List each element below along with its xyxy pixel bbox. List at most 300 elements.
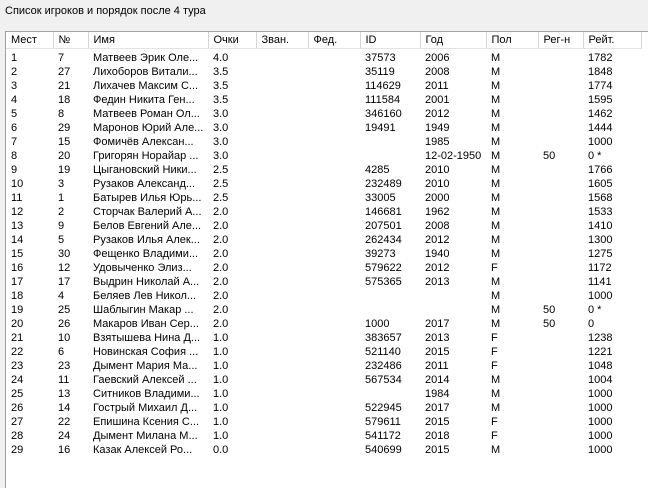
cell-federation — [308, 205, 360, 219]
cell-name: Гострый Михаил Д... — [93, 402, 198, 414]
table-row[interactable] — [6, 289, 641, 303]
cell-sex: M — [491, 66, 501, 78]
cell-year: 2012 — [425, 262, 450, 274]
cell-number: 17 — [58, 276, 71, 288]
table-row[interactable] — [6, 247, 641, 261]
table-row[interactable] — [6, 121, 641, 135]
cell-place: 12 — [11, 206, 24, 218]
cell-federation — [308, 401, 360, 415]
cell-name: Казак Алексей Ро... — [93, 444, 193, 456]
table-row[interactable] — [6, 401, 641, 415]
cell-number: 26 — [58, 318, 71, 330]
cell-place: 27 — [11, 416, 24, 428]
cell-points: 2.0 — [213, 290, 229, 302]
cell-rating: 1774 — [588, 80, 613, 92]
cell-sex: M — [491, 206, 501, 218]
cell-rating: 1410 — [588, 220, 613, 232]
cell-title — [256, 93, 308, 107]
cell-rating: 1000 — [588, 136, 613, 148]
cell-federation — [308, 331, 360, 345]
cell-region — [538, 163, 583, 177]
cell-id: 232486 — [365, 360, 402, 372]
cell-sex: F — [491, 430, 498, 442]
cell-id — [360, 303, 420, 317]
cell-title — [256, 331, 308, 345]
cell-region — [538, 65, 583, 79]
cell-place: 24 — [11, 374, 24, 386]
cell-rating: 1238 — [588, 332, 613, 344]
cell-points: 1.0 — [213, 402, 229, 414]
table-row[interactable] — [6, 49, 641, 66]
cell-name: Взятышева Нина Д... — [93, 332, 201, 344]
cell-region — [538, 233, 583, 247]
cell-title — [256, 345, 308, 359]
cell-place: 19 — [11, 304, 24, 316]
cell-id: 346160 — [365, 108, 402, 120]
cell-points: 0.0 — [213, 444, 229, 456]
cell-sex: M — [491, 192, 501, 204]
cell-id: 579622 — [365, 262, 402, 274]
window-title: Список игроков и порядок после 4 тура — [5, 5, 206, 17]
cell-title — [256, 261, 308, 275]
cell-id: 111584 — [365, 94, 401, 106]
column-header-name[interactable]: Имя — [88, 32, 208, 49]
cell-name: Дымент Милана М... — [93, 430, 198, 442]
column-header-title[interactable]: Зван. — [256, 32, 308, 49]
cell-federation — [308, 387, 360, 401]
cell-region — [538, 359, 583, 373]
cell-number: 22 — [58, 416, 71, 428]
cell-federation — [308, 49, 360, 66]
cell-sex: M — [491, 52, 501, 64]
table-row[interactable] — [6, 107, 641, 121]
cell-sex: M — [491, 178, 501, 190]
cell-title — [256, 317, 308, 331]
cell-rating: 1221 — [588, 346, 613, 358]
cell-rating: 1275 — [588, 248, 613, 260]
cell-title — [256, 233, 308, 247]
cell-year: 2018 — [425, 430, 450, 442]
cell-sex: F — [491, 360, 498, 372]
cell-rating: 1000 — [588, 444, 613, 456]
cell-id: 4285 — [365, 164, 390, 176]
table-row[interactable] — [6, 387, 641, 401]
cell-id: 232489 — [365, 178, 402, 190]
cell-place: 8 — [11, 150, 18, 162]
cell-points: 2.5 — [213, 164, 229, 176]
cell-sex: M — [491, 234, 501, 246]
cell-region — [538, 275, 583, 289]
cell-title — [256, 247, 308, 261]
table-row[interactable] — [6, 177, 641, 191]
cell-id: 541172 — [365, 430, 401, 442]
cell-number: 3 — [58, 178, 65, 190]
cell-name: Сторчак Валерий А... — [93, 206, 202, 218]
cell-rating: 0 * — [588, 150, 602, 162]
cell-title — [256, 359, 308, 373]
cell-region — [538, 93, 583, 107]
table-row[interactable] — [6, 443, 641, 457]
cell-id: 114629 — [365, 80, 401, 92]
cell-sex: M — [491, 248, 501, 260]
cell-name: Дымент Мария Ма... — [93, 360, 198, 372]
cell-region — [538, 387, 583, 401]
cell-federation — [308, 359, 360, 373]
cell-sex: M — [491, 374, 501, 386]
cell-federation — [308, 373, 360, 387]
cell-year: 2015 — [425, 444, 450, 456]
cell-place: 3 — [11, 80, 18, 92]
cell-name: Новинская София ... — [93, 346, 199, 358]
cell-region — [538, 331, 583, 345]
cell-sex: M — [491, 164, 501, 176]
cell-place: 23 — [11, 360, 24, 372]
cell-rating: 1172 — [588, 262, 612, 274]
cell-region — [538, 373, 583, 387]
cell-name: Маронов Юрий Але... — [93, 122, 204, 134]
cell-name: Ситников Владими... — [93, 388, 200, 400]
cell-title — [256, 415, 308, 429]
cell-title — [256, 65, 308, 79]
table-row[interactable] — [6, 275, 641, 289]
cell-year: 2011 — [425, 80, 449, 92]
table-row[interactable] — [6, 317, 641, 331]
cell-points: 3.0 — [213, 122, 229, 134]
cell-federation — [308, 79, 360, 93]
cell-place: 20 — [11, 318, 24, 330]
cell-number: 27 — [58, 66, 71, 78]
cell-points: 2.0 — [213, 304, 229, 316]
cell-name: Белов Евгений Але... — [93, 220, 202, 232]
players-list[interactable] — [5, 31, 648, 488]
cell-id: 540699 — [365, 444, 402, 456]
cell-year: 2010 — [425, 164, 450, 176]
table-row[interactable] — [6, 373, 641, 387]
cell-year: 2012 — [425, 234, 450, 246]
cell-points: 1.0 — [213, 374, 229, 386]
cell-id: 579611 — [365, 416, 401, 428]
cell-rating: 1848 — [588, 66, 613, 78]
cell-id — [360, 149, 420, 163]
cell-id: 37573 — [365, 52, 396, 64]
table-row[interactable] — [6, 135, 641, 149]
cell-number: 16 — [58, 444, 71, 456]
cell-name: Лихоборов Витали... — [93, 66, 198, 78]
cell-place: 29 — [11, 444, 24, 456]
cell-rating: 1766 — [588, 164, 613, 176]
cell-name: Федин Никита Ген... — [93, 94, 195, 106]
cell-year: 2013 — [425, 332, 450, 344]
cell-place: 25 — [11, 388, 24, 400]
cell-federation — [308, 345, 360, 359]
cell-place: 10 — [11, 178, 24, 190]
cell-sex: M — [491, 318, 501, 330]
cell-points: 2.0 — [213, 220, 229, 232]
cell-year: 1940 — [425, 248, 450, 260]
column-header-rating[interactable]: Рейт. — [583, 32, 641, 49]
cell-federation — [308, 219, 360, 233]
cell-name: Гаевский Алексей ... — [93, 374, 197, 386]
cell-year: 1949 — [425, 122, 450, 134]
cell-federation — [308, 177, 360, 191]
cell-points: 2.0 — [213, 248, 229, 260]
cell-points: 1.0 — [213, 388, 229, 400]
cell-year: 2001 — [425, 94, 450, 106]
cell-title — [256, 149, 308, 163]
cell-name: Фомичёв Алексан... — [93, 136, 194, 148]
table-row[interactable] — [6, 429, 641, 443]
table-row[interactable] — [6, 331, 641, 345]
cell-rating: 1004 — [588, 374, 613, 386]
cell-title — [256, 275, 308, 289]
cell-title — [256, 163, 308, 177]
column-header-year[interactable]: Год — [420, 32, 486, 49]
table-row[interactable] — [6, 303, 641, 317]
cell-year: 2017 — [425, 402, 450, 414]
cell-points: 1.0 — [213, 332, 229, 344]
cell-number: 30 — [58, 248, 71, 260]
table-row[interactable] — [6, 149, 641, 163]
cell-title — [256, 219, 308, 233]
cell-year: 1962 — [425, 206, 450, 218]
cell-region — [538, 205, 583, 219]
cell-number: 19 — [58, 164, 71, 176]
cell-place: 13 — [11, 220, 24, 232]
cell-rating: 1533 — [588, 206, 613, 218]
cell-rating: 1000 — [588, 416, 613, 428]
cell-federation — [308, 191, 360, 205]
column-header-region[interactable]: Рег-н — [538, 32, 583, 49]
column-header-number[interactable]: № — [53, 32, 88, 49]
table-row[interactable] — [6, 205, 641, 219]
cell-year: 12-02-1950 — [425, 150, 482, 162]
cell-name: Беляев Лев Никол... — [93, 290, 197, 302]
cell-number: 20 — [58, 150, 71, 162]
cell-name: Епишина Ксения С... — [93, 416, 200, 428]
cell-sex: M — [491, 136, 501, 148]
cell-title — [256, 49, 308, 66]
cell-region — [538, 135, 583, 149]
cell-federation — [308, 121, 360, 135]
cell-sex: F — [491, 416, 498, 428]
cell-rating: 0 — [588, 318, 595, 330]
cell-title — [256, 303, 308, 317]
cell-title — [256, 121, 308, 135]
table-row[interactable] — [6, 345, 641, 359]
cell-points: 3.0 — [213, 150, 229, 162]
cell-place: 7 — [11, 136, 18, 148]
cell-name: Шаблыгин Макар ... — [93, 304, 194, 316]
table-row[interactable] — [6, 415, 641, 429]
cell-points: 3.0 — [213, 108, 229, 120]
column-header-federation[interactable]: Фед. — [308, 32, 360, 49]
cell-place: 21 — [11, 332, 24, 344]
cell-year: 2012 — [425, 108, 450, 120]
cell-title — [256, 387, 308, 401]
cell-points: 1.0 — [213, 360, 229, 372]
cell-id — [360, 387, 420, 401]
cell-year: 2010 — [425, 178, 450, 190]
table-row[interactable] — [6, 233, 641, 247]
cell-federation — [308, 303, 360, 317]
cell-points: 1.0 — [213, 416, 229, 428]
column-header-id[interactable]: ID — [360, 32, 420, 49]
cell-region — [538, 415, 583, 429]
cell-id — [360, 289, 420, 303]
cell-number: 18 — [58, 94, 71, 106]
cell-rating: 1300 — [588, 234, 613, 246]
table-row[interactable] — [6, 79, 641, 93]
cell-id: 383657 — [365, 332, 402, 344]
cell-year: 2011 — [425, 360, 449, 372]
cell-title — [256, 401, 308, 415]
cell-place: 18 — [11, 290, 24, 302]
cell-name: Фещенко Владими... — [93, 248, 199, 260]
table-body — [6, 49, 641, 458]
cell-name: Батырев Илья Юрь... — [93, 192, 202, 204]
cell-year: 2013 — [425, 276, 450, 288]
cell-region: 50 — [543, 304, 556, 316]
cell-title — [256, 205, 308, 219]
cell-rating: 1000 — [588, 430, 613, 442]
table-row[interactable] — [6, 191, 641, 205]
cell-region — [538, 107, 583, 121]
column-header-points[interactable]: Очки — [208, 32, 256, 49]
cell-id: 19491 — [365, 122, 396, 134]
cell-number: 13 — [58, 388, 71, 400]
column-header-sex[interactable]: Пол — [486, 32, 538, 49]
cell-year: 1985 — [425, 136, 450, 148]
cell-federation — [308, 275, 360, 289]
column-header-place[interactable]: Мест — [6, 32, 53, 49]
cell-id: 1000 — [365, 318, 390, 330]
cell-number: 25 — [58, 304, 71, 316]
cell-place: 5 — [11, 108, 18, 120]
cell-place: 15 — [11, 248, 24, 260]
cell-number: 29 — [58, 122, 71, 134]
table-row[interactable] — [6, 261, 641, 275]
table-row[interactable] — [6, 163, 641, 177]
cell-number: 10 — [58, 332, 71, 344]
cell-number: 1 — [58, 192, 65, 204]
cell-federation — [308, 289, 360, 303]
cell-title — [256, 191, 308, 205]
cell-federation — [308, 261, 360, 275]
cell-region — [538, 401, 583, 415]
cell-points: 2.0 — [213, 318, 229, 330]
table-row[interactable] — [6, 65, 641, 79]
cell-title — [256, 107, 308, 121]
cell-federation — [308, 107, 360, 121]
cell-sex: M — [491, 402, 501, 414]
cell-name: Рузаков Александ... — [93, 178, 196, 190]
cell-year: 2008 — [425, 66, 450, 78]
cell-points: 1.0 — [213, 430, 229, 442]
cell-region — [538, 247, 583, 261]
cell-points: 2.0 — [213, 262, 229, 274]
cell-points: 2.0 — [213, 234, 229, 246]
table-row[interactable] — [6, 93, 641, 107]
cell-id: 39273 — [365, 248, 396, 260]
cell-year: 2000 — [425, 192, 450, 204]
cell-sex: M — [491, 122, 501, 134]
cell-sex: M — [491, 304, 501, 316]
cell-points: 3.5 — [213, 80, 229, 92]
cell-year: 1984 — [425, 388, 450, 400]
cell-points: 4.0 — [213, 52, 229, 64]
cell-sex: M — [491, 220, 501, 232]
cell-points: 2.5 — [213, 192, 229, 204]
cell-id — [360, 135, 420, 149]
cell-rating: 1605 — [588, 178, 613, 190]
cell-id: 575365 — [365, 276, 402, 288]
cell-place: 14 — [11, 234, 24, 246]
cell-year: 2015 — [425, 346, 450, 358]
cell-region: 50 — [543, 150, 556, 162]
cell-place: 26 — [11, 402, 24, 414]
cell-title — [256, 373, 308, 387]
cell-federation — [308, 317, 360, 331]
cell-id: 207501 — [365, 220, 402, 232]
cell-rating: 1444 — [588, 122, 613, 134]
cell-year — [420, 289, 486, 303]
cell-rating: 1782 — [588, 52, 613, 64]
table-row[interactable] — [6, 219, 641, 233]
cell-name: Матвеев Эрик Оле... — [93, 52, 199, 64]
cell-name: Лихачев Максим С... — [93, 80, 199, 92]
cell-region — [538, 49, 583, 66]
cell-federation — [308, 163, 360, 177]
cell-place: 22 — [11, 346, 24, 358]
cell-federation — [308, 149, 360, 163]
cell-name: Матвеев Роман Ол... — [93, 108, 200, 120]
cell-rating: 1462 — [588, 108, 613, 120]
cell-sex: M — [491, 388, 501, 400]
cell-place: 17 — [11, 276, 24, 288]
cell-id: 33005 — [365, 192, 396, 204]
cell-points: 3.5 — [213, 66, 229, 78]
cell-id: 262434 — [365, 234, 402, 246]
table-row[interactable] — [6, 359, 641, 373]
cell-federation — [308, 233, 360, 247]
cell-number: 12 — [58, 262, 71, 274]
cell-sex: F — [491, 262, 498, 274]
cell-id: 146681 — [365, 206, 402, 218]
cell-name: Удовыченко Элиз... — [93, 262, 192, 274]
cell-number: 24 — [58, 430, 71, 442]
cell-rating: 1000 — [588, 388, 613, 400]
cell-number: 2 — [58, 206, 65, 218]
cell-sex: M — [491, 94, 501, 106]
cell-sex: M — [491, 276, 501, 288]
cell-rating: 1568 — [588, 192, 613, 204]
cell-rating: 0 * — [588, 304, 602, 316]
cell-region — [538, 191, 583, 205]
cell-sex: M — [491, 150, 501, 162]
cell-year — [420, 303, 486, 317]
cell-federation — [308, 135, 360, 149]
cell-region — [538, 177, 583, 191]
cell-title — [256, 79, 308, 93]
cell-sex: M — [491, 444, 501, 456]
cell-id: 567534 — [365, 374, 402, 386]
cell-title — [256, 135, 308, 149]
cell-region — [538, 79, 583, 93]
cell-federation — [308, 429, 360, 443]
cell-region — [538, 261, 583, 275]
cell-title — [256, 289, 308, 303]
cell-sex: F — [491, 346, 498, 358]
